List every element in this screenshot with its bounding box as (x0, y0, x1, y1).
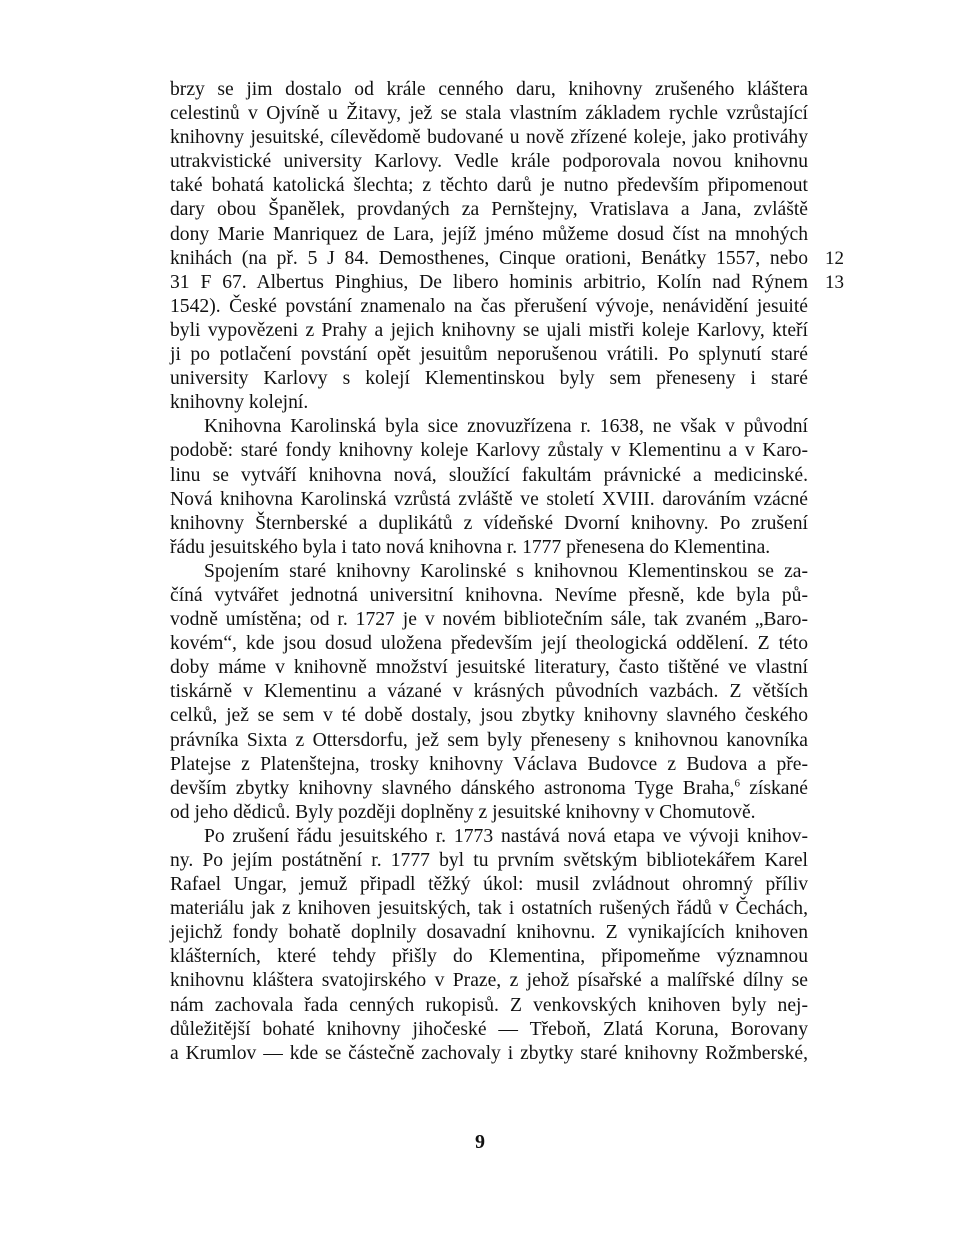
text-line: knihovny kolejní. (170, 392, 309, 414)
text-line: doby máme v knihovně množství jesuitské literatury, často tištěné ve vlastní (170, 657, 808, 679)
text-line: knihovny jesuitské, cílevědomě budované u nově zřízené koleje, jako protiváhy (170, 127, 808, 149)
text-line: Rafael Ungar, jemuž připadl těžký úkol: musil zvládnout ohromný příliv (170, 874, 808, 896)
text-line: celků, jež se sem v té době dostaly, jsou zbytky knihovny slavného českého (170, 705, 808, 727)
text-line: knihovny Šternberské a duplikátů z vídeňské Dvorní knihovny. Po zrušení (170, 512, 808, 534)
paragraph-start-line: Spojením staré knihovny Karolinské s knihovnou Klementinskou se za- (204, 560, 808, 582)
text-line: kovém“, kde jsou dosud uložena především její theologická oddělení. Z této (170, 633, 808, 655)
text-line: jejichž fondy bohatě doplnily dosavadní knihovnu. Z vynikajících knihoven (170, 922, 808, 944)
text-line: celestinů v Ojvíně u Žitavy, jež se stala vlastním základem rychle vzrůstající (170, 103, 808, 125)
text-line-with-margin (170, 271, 844, 295)
line-text: devším zbytky knihovny slavného dánského astronoma Tyge Braha, (170, 777, 735, 799)
text-line: důležitější bohaté knihovny jihočeské — Třeboň, Zlatá Koruna, Borovany (170, 1018, 808, 1040)
line-text: 31 F 67. Albertus Pinghius, De libero hominis arbitrio, Kolín nad Rýnem (170, 271, 808, 293)
paragraph-start-line: Knihovna Karolinská byla sice znovuzřízena r. 1638, ne však v původní (204, 416, 808, 438)
paragraph-start-line: Po zrušení řádu jesuitského r. 1773 nastává nová etapa ve vývoji knihov- (204, 825, 808, 847)
body-text (170, 78, 844, 1066)
text-line: materiálu jak z knihoven jesuitských, tak i ostatních rušených řádů v Čechách, (170, 898, 808, 920)
line-text: knihách (na př. 5 J 84. Demosthenes, Cinque orationi, Benátky 1557, nebo (170, 247, 808, 269)
line-text: získané (739, 777, 808, 799)
text-line: nám zachovala řada cenných rukopisů. Z venkovských knihoven byly nej- (170, 994, 808, 1016)
margin-number: 12 (825, 247, 844, 269)
text-line: ji po potlačení povstání opět jesuitům neporušenou vrátili. Po splynutí staré (170, 344, 808, 366)
text-line: právníka Sixta z Ottersdorfu, jež sem byly přeneseny s knihovnou kanovníka (170, 729, 808, 751)
text-line: také bohatá katolická šlechta; z těchto darů je nutno především připomenout (170, 175, 808, 197)
text-line: vodně umístěna; od r. 1727 je v novém bibliotečním sále, tak zvaném „Baro- (170, 609, 808, 631)
text-line: Nová knihovna Karolinská vzrůstá zvláště ve století XVIII. darováním vzácné (170, 488, 808, 510)
text-line: podobě: staré fondy knihovny koleje Karlovy zůstaly v Klementinu a v Karo- (170, 440, 808, 462)
text-line: university Karlovy s kolejí Klementinskou byly sem přeneseny i staré (170, 368, 808, 390)
text-line: ny. Po jejím postátnění r. 1777 byl tu prvním světským bibliotekářem Karel (170, 850, 808, 871)
text-line: knihovnu kláštera svatojirského v Praze, z jehož písařské a malířské dílny se (170, 970, 808, 992)
text-line: byli vypovězeni z Prahy a jejich knihovny se ujali mistři koleje Karlovy, kteří (170, 319, 808, 341)
text-line-with-footnote (170, 777, 808, 801)
text-line: tiskárně v Klementinu a vázané v krásných původních vazbách. Z větších (170, 681, 808, 703)
footnote-reference: 6 (734, 777, 740, 790)
text-line: 1542). České povstání znamenalo na čas přerušení vývoje, nenávidění jesuité (170, 295, 808, 317)
text-line: utrakvistické university Karlovy. Vedle krále podporovala novou knihovnu (170, 151, 808, 173)
margin-number: 13 (825, 271, 844, 293)
text-line: linu se vytváří knihovna nová, sloužící fakultám právnické a medicinské. (170, 464, 808, 486)
text-line: brzy se jim dostalo od krále cenného daru, knihovny zrušeného kláštera (170, 79, 808, 100)
text-line: klášterních, které tehdy přišly do Klementina, připomeňme významnou (170, 946, 808, 968)
text-line: dony Marie Manriquez de Lara, jejíž jméno můžeme dosud číst na mnohých (170, 223, 808, 245)
text-line: dary obou Španělek, provdaných za Pernštejny, Vratislava a Jana, zvláště (170, 199, 808, 221)
text-line: a Krumlov — kde se částečně zachovaly i zbytky staré knihovny Rožmberské, (170, 1042, 808, 1064)
text-line: od jeho dědiců. Byly později doplněny z jesuitské knihovny v Chomutově. (170, 801, 756, 823)
text-line: Platejse z Platenštejna, trosky knihovny Václava Budovce z Budova a pře- (170, 753, 808, 775)
text-line: číná vytvářet jednotná universitní knihovna. Nevíme přesně, kde byla pů- (170, 584, 808, 606)
text-line-with-margin (170, 247, 844, 271)
text-line: řádu jesuitského byla i tato nová knihovna r. 1777 přenesena do Klementina. (170, 536, 771, 558)
page-number: 9 (475, 1131, 485, 1153)
